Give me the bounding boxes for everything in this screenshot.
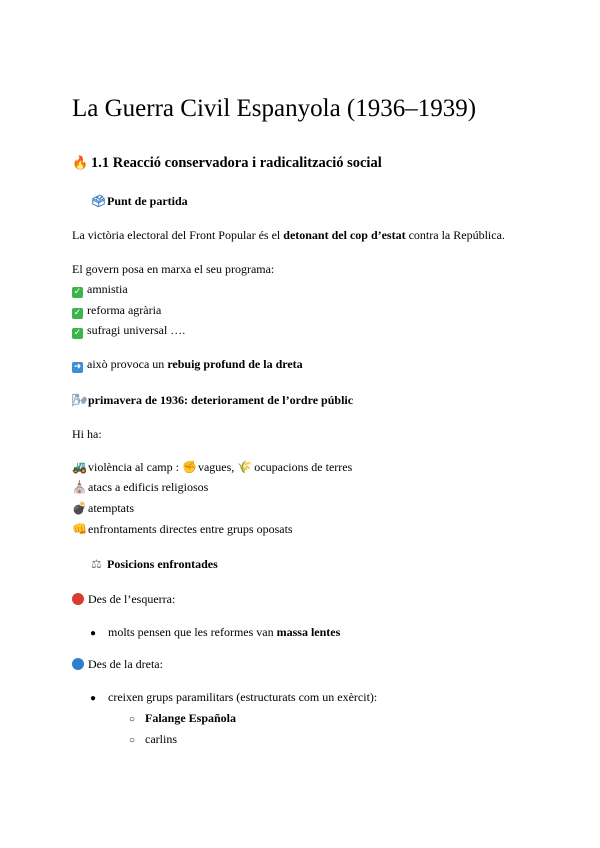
subheading-posicions: [91, 556, 218, 572]
subheading-punt-de-partida: [91, 193, 188, 209]
text: violència al camp :: [88, 460, 182, 474]
list-item: [72, 302, 161, 319]
list-item: [72, 322, 185, 339]
label-text: Des de la dreta:: [88, 657, 163, 671]
text: molts pensen que les reformes van: [108, 625, 277, 639]
bullet-item: [90, 624, 340, 642]
right-arrow-icon: ➜: [73, 362, 82, 372]
list-item: [72, 479, 208, 495]
paragraph-detonant: [72, 227, 505, 243]
bullet-text: creixen grups paramilitars (estructurats com un exèrcit):: [108, 690, 378, 704]
hollow-bullet-icon: ○: [129, 735, 136, 746]
label-text: Des de l’esquerra:: [88, 592, 176, 606]
paragraph-hi-ha: Hi ha:: [72, 427, 102, 441]
section-heading: [72, 154, 382, 173]
ballot-box-icon: 🗳: [91, 194, 107, 208]
label-dreta: [72, 656, 163, 672]
bullet-item: [90, 689, 377, 707]
subheading-primavera: [72, 392, 353, 408]
text: això provoca un: [87, 357, 168, 371]
subheading-text: primavera de 1936: deteriorament de l’ordre públic: [88, 393, 354, 407]
bullet-icon: ●: [90, 628, 97, 639]
wheat-icon: 🌾: [237, 460, 253, 474]
text: ocupacions de terres: [251, 460, 353, 474]
bold-text: detonant del cop d’estat: [283, 228, 406, 242]
red-circle-icon: [72, 593, 84, 605]
wind-icon: 🌬: [72, 393, 88, 407]
bold-text: Falange Española: [145, 711, 237, 725]
sub-bullet-text: carlins: [145, 732, 177, 746]
list-item-text: enfrontaments directes entre grups oposats: [88, 522, 293, 536]
list-item-text: amnistia: [87, 282, 128, 296]
subheading-text: Punt de partida: [107, 194, 188, 208]
list-item-text: atemptats: [88, 501, 134, 515]
paragraph-programa: El govern posa en marxa el seu programa:: [72, 262, 275, 276]
check-icon: ✓: [73, 308, 82, 318]
text: vagues,: [194, 460, 238, 474]
church-icon: ⛪: [72, 480, 87, 494]
fire-icon: 🔥: [72, 156, 89, 171]
tractor-icon: 🚜: [72, 460, 87, 474]
check-icon: ✓: [73, 328, 82, 338]
subheading-text: Posicions enfrontades: [107, 557, 218, 571]
label-esquerra: [72, 591, 175, 607]
hollow-bullet-icon: ○: [129, 714, 136, 725]
check-icon: ✓: [73, 287, 82, 297]
bold-text: rebuig profund de la dreta: [167, 357, 303, 371]
paragraph-consequence: [72, 356, 303, 373]
list-item-text: atacs a edificis religiosos: [88, 480, 209, 494]
page-title: La Guerra Civil Espanyola (1936–1939): [72, 95, 477, 122]
fist-icon: ✊: [181, 460, 197, 474]
bold-text: massa lentes: [276, 625, 341, 639]
fist-bump-icon: 👊: [72, 522, 87, 536]
list-item: [72, 281, 128, 298]
sub-bullet-item: [129, 710, 236, 728]
list-item: [72, 459, 352, 475]
sub-bullet-item: [129, 731, 177, 749]
section-heading-text: 1.1 Reacció conservadora i radicalització social: [91, 155, 382, 171]
text: contra la República.: [405, 228, 505, 242]
scales-icon: ⚖: [91, 557, 102, 571]
blue-circle-icon: [72, 658, 84, 670]
list-item: [72, 521, 293, 537]
list-item-text: sufragi universal ….: [87, 323, 186, 337]
text: La victòria electoral del Front Popular és el: [72, 228, 284, 242]
bullet-icon: ●: [90, 693, 97, 704]
list-item: [72, 500, 134, 516]
bomb-icon: 💣: [72, 501, 87, 515]
list-item-text: reforma agrària: [87, 303, 162, 317]
